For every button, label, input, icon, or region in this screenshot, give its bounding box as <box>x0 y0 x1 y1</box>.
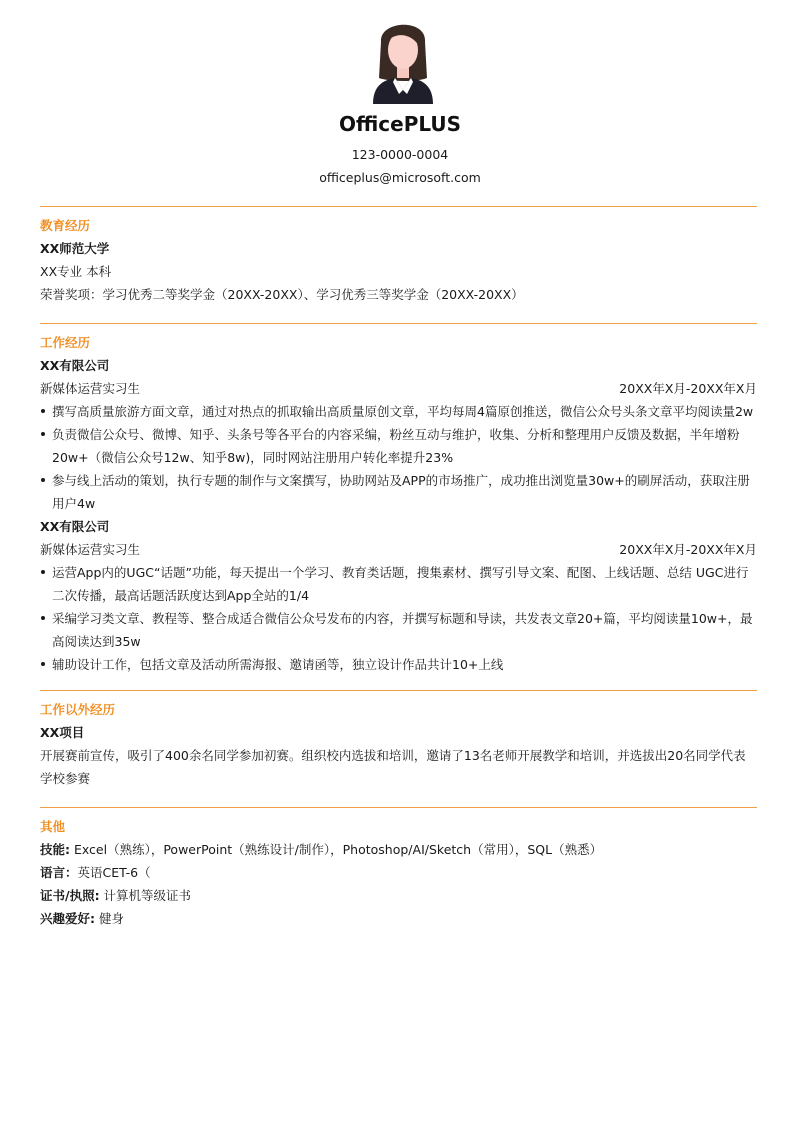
major-degree: XX专业 本科 <box>40 264 112 279</box>
avatar-illustration <box>367 12 439 104</box>
job-period: 20XX年X月-20XX年X月 <box>619 381 757 396</box>
certificate-label: 证书/执照: <box>40 888 100 903</box>
certificate-value: 计算机等级证书 <box>99 888 192 903</box>
language-line <box>40 861 757 884</box>
job-role: 新媒体运营实习生 <box>40 542 141 557</box>
project-description: 开展赛前宣传，吸引了400余名同学参加初赛。组织校内选拔和培训，邀请了13名老师开展教学和培训，并选拔出20名同学代表学校参赛 <box>40 748 746 786</box>
other-title: 其他 <box>40 819 66 834</box>
section-divider <box>40 807 757 808</box>
job-role-row <box>40 538 757 561</box>
honors: 荣誉奖项：学习优秀二等奖学金（20XX-20XX）、学习优秀三等奖学金（20XX-20XX） <box>40 287 524 302</box>
skills-value: Excel（熟练），PowerPoint（熟练设计/制作），Photoshop/AI/Sketch（常用），SQL（熟悉） <box>70 842 603 857</box>
job-role-row <box>40 377 757 400</box>
job-entry <box>40 354 757 515</box>
section-divider <box>40 690 757 691</box>
work-section <box>40 331 757 676</box>
hobby-value: 健身 <box>95 911 124 926</box>
job-bullet: 采编学习类文章、教程等、整合成适合微信公众号发布的内容，并撰写标题和导读，共发表文章20+篇，平均阅读量10w+，最高阅读达到35w <box>40 607 757 653</box>
work-title: 工作经历 <box>40 335 91 350</box>
hobby-label: 兴趣爱好: <box>40 911 95 926</box>
section-divider <box>40 323 757 324</box>
company-name: XX有限公司 <box>40 519 110 534</box>
education-title: 教育经历 <box>40 218 91 233</box>
hobby-line <box>40 907 757 930</box>
phone-number: 123-0000-0004 <box>351 147 449 162</box>
extra-section <box>40 698 757 790</box>
language-value: 英语CET-6（ <box>77 865 151 880</box>
extra-title: 工作以外经历 <box>40 702 116 717</box>
email-address: officeplus@microsoft.com <box>319 170 481 185</box>
other-section <box>40 815 757 930</box>
job-entry <box>40 515 757 676</box>
project-name: XX项目 <box>40 725 85 740</box>
skills-line <box>40 838 757 861</box>
language-label: 语言： <box>40 865 78 880</box>
job-bullet: 运营App内的UGC“话题”功能，每天提出一个学习、教育类话题，搜集素材、撰写引导文案、配图、上线话题、总结 UGC进行二次传播，最高话题活跃度达到App全站的1/4 <box>40 561 757 607</box>
person-name: OfficePLUS <box>338 112 462 136</box>
school-name: XX师范大学 <box>40 241 110 256</box>
skills-label: 技能: <box>40 842 70 857</box>
job-bullet: 负责微信公众号、微博、知乎、头条号等各平台的内容采编，粉丝互动与维护，收集、分析和整理用户反馈及数据，半年增粉20w+（微信公众号12w、知乎8w)，同时网站注册用户转化率提升23% <box>40 423 757 469</box>
section-divider <box>40 206 757 207</box>
education-section <box>40 214 757 306</box>
job-bullet: 参与线上活动的策划，执行专题的制作与文案撰写，协助网站及APP的市场推广，成功推出浏览量30w+的刷屏活动，获取注册用户4w <box>40 469 757 515</box>
job-period: 20XX年X月-20XX年X月 <box>619 542 757 557</box>
job-role: 新媒体运营实习生 <box>40 381 141 396</box>
job-bullet: 辅助设计工作，包括文章及活动所需海报、邀请函等，独立设计作品共计10+上线 <box>40 653 757 676</box>
certificate-line <box>40 884 757 907</box>
job-bullet: 撰写高质量旅游方面文章，通过对热点的抓取输出高质量原创文章，平均每周4篇原创推送，微信公众号头条文章平均阅读量2w <box>40 400 757 423</box>
company-name: XX有限公司 <box>40 358 110 373</box>
